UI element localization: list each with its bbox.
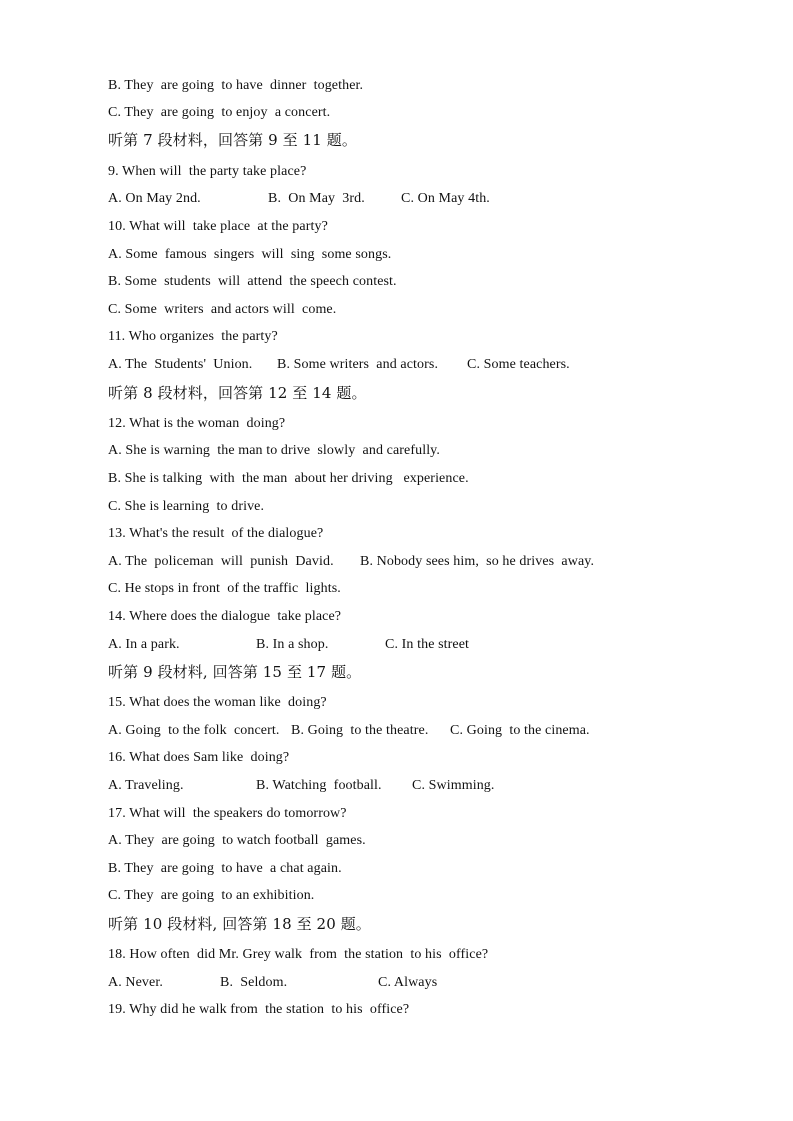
- option-9a: A. On May 2nd.: [108, 191, 201, 206]
- question-13: 13. What's the result of the dialogue?: [108, 526, 324, 541]
- option-16a: A. Traveling.: [108, 778, 184, 793]
- option-15c: C. Going to the cinema.: [450, 723, 590, 738]
- question-14: 14. Where does the dialogue take place?: [108, 609, 342, 624]
- option-14c: C. In the street: [385, 637, 470, 652]
- option-11c: C. Some teachers.: [467, 357, 570, 372]
- question-19: 19. Why did he walk from the station to his office?: [108, 1002, 410, 1017]
- option-17a: A. They are going to watch football games.: [108, 833, 366, 848]
- section-heading-9: 听第 9 段材料, 回答第 15 至 17 题。: [108, 663, 362, 681]
- option-11a: A. The Students' Union.: [108, 357, 253, 372]
- option-14b: B. In a shop.: [256, 637, 329, 652]
- section-heading-7: 听第 7 段材料，回答第 9 至 11 题。: [108, 131, 357, 149]
- option-12a: A. She is warning the man to drive slowly and carefully.: [108, 443, 440, 458]
- option-9b: B. On May 3rd.: [268, 191, 365, 206]
- question-16: 16. What does Sam like doing?: [108, 750, 290, 765]
- option-13a: A. The policeman will punish David.: [108, 554, 334, 569]
- option-12c: C. She is learning to drive.: [108, 499, 265, 514]
- question-11: 11. Who organizes the party?: [108, 329, 278, 344]
- question-18: 18. How often did Mr. Grey walk from the station to his office?: [108, 947, 489, 962]
- option-12b: B. She is talking with the man about her driving experience.: [108, 471, 469, 486]
- question-12: 12. What is the woman doing?: [108, 416, 286, 431]
- option-14a: A. In a park.: [108, 637, 180, 652]
- option-10b: B. Some students will attend the speech contest.: [108, 274, 397, 289]
- option-18a: A. Never.: [108, 975, 163, 990]
- option-18c: C. Always: [378, 975, 438, 990]
- option-17b: B. They are going to have a chat again.: [108, 861, 342, 876]
- option-15b: B. Going to the theatre.: [291, 723, 429, 738]
- section-heading-8: 听第 8 段材料，回答第 12 至 14 题。: [108, 384, 367, 402]
- option-16c: C. Swimming.: [412, 778, 495, 793]
- section-heading-10: 听第 10 段材料, 回答第 18 至 20 题。: [108, 915, 371, 933]
- option-17c: C. They are going to an exhibition.: [108, 888, 315, 903]
- question-15: 15. What does the woman like doing?: [108, 695, 327, 710]
- question-17: 17. What will the speakers do tomorrow?: [108, 806, 347, 821]
- option-10c: C. Some writers and actors will come.: [108, 302, 337, 317]
- option-13c: C. He stops in front of the traffic lights.: [108, 581, 341, 596]
- option-8b: B. They are going to have dinner together.: [108, 78, 364, 93]
- option-15a: A. Going to the folk concert.: [108, 723, 280, 738]
- option-8c: C. They are going to enjoy a concert.: [108, 105, 331, 120]
- option-9c: C. On May 4th.: [401, 191, 490, 206]
- question-10: 10. What will take place at the party?: [108, 219, 328, 234]
- option-16b: B. Watching football.: [256, 778, 382, 793]
- option-11b: B. Some writers and actors.: [277, 357, 439, 372]
- question-9: 9. When will the party take place?: [108, 164, 307, 179]
- option-13b: B. Nobody sees him, so he drives away.: [360, 554, 595, 569]
- option-18b: B. Seldom.: [220, 975, 288, 990]
- option-10a: A. Some famous singers will sing some songs.: [108, 247, 392, 262]
